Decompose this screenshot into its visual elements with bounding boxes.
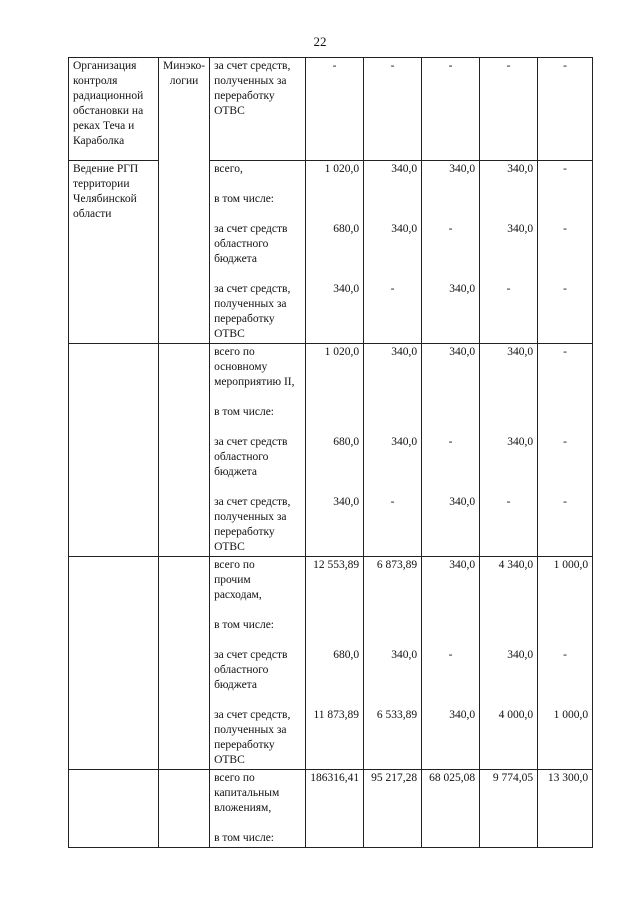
organization-text: реках Теча и: [73, 120, 135, 132]
amount-value: -: [563, 223, 567, 235]
cell-amount: [538, 58, 593, 161]
amount-value: [426, 192, 475, 207]
funding-source-text: ОТВС: [214, 541, 245, 553]
amount-value: 186316,41: [310, 772, 360, 784]
organization-text: области: [73, 208, 112, 220]
cell-amount: [480, 161, 538, 344]
amount-value: [542, 831, 588, 846]
funding-source-text: полученных за: [214, 724, 287, 736]
amount-value: -: [390, 283, 395, 295]
cell-amount: [364, 770, 422, 848]
amount-value: 340,0: [333, 283, 360, 295]
amount-value: [368, 618, 417, 633]
amount-value: [542, 405, 588, 420]
cell-amount: [422, 58, 480, 161]
funding-source-text: ОТВС: [214, 328, 245, 340]
cell-amount: [364, 557, 422, 770]
funding-source-text: всего по: [214, 559, 255, 571]
amount-value: -: [506, 496, 511, 508]
amount-value: 340,0: [333, 496, 360, 508]
amount-value: [310, 831, 359, 846]
funding-source-text: переработку: [214, 739, 275, 751]
amount-value: [310, 618, 359, 633]
funding-source-text: вложениям,: [214, 802, 272, 814]
amount-value: [426, 618, 475, 633]
cell-amount: [422, 770, 480, 848]
funding-source-text: всего по: [214, 346, 255, 358]
amount-value: [542, 618, 588, 633]
amount-value: [484, 192, 533, 207]
cell-amount: [480, 770, 538, 848]
amount-value: -: [563, 163, 567, 175]
cell-executor: [159, 557, 210, 770]
cell-amount: [538, 161, 593, 344]
cell-funding-source: [210, 770, 306, 848]
funding-source-text: расходам,: [214, 589, 262, 601]
budget-table-body: [69, 58, 593, 848]
cell-amount: [422, 344, 480, 557]
amount-value: -: [448, 649, 453, 661]
cell-organization: [69, 344, 159, 557]
funding-source-text: за счет средств,: [214, 709, 291, 721]
amount-value: 4 000,0: [498, 709, 534, 721]
cell-amount: [422, 161, 480, 344]
cell-amount: [364, 58, 422, 161]
amount-value: [426, 831, 475, 846]
cell-amount: [364, 161, 422, 344]
funding-source-text: за счет средств: [214, 649, 288, 661]
amount-value: 340,0: [391, 436, 418, 448]
cell-amount: [538, 770, 593, 848]
cell-organization: [69, 770, 159, 848]
amount-value: 340,0: [449, 496, 476, 508]
amount-value: -: [563, 283, 567, 295]
amount-value: [310, 405, 359, 420]
amount-value: -: [448, 436, 453, 448]
amount-value: 340,0: [449, 346, 476, 358]
executor-text: Минэко-: [163, 60, 206, 72]
amount-value: 680,0: [333, 649, 360, 661]
cell-executor: [159, 58, 210, 161]
funding-source-text: переработку: [214, 526, 275, 538]
page-number: 22: [313, 34, 327, 49]
amount-value: -: [448, 223, 453, 235]
funding-source-text: за счет средств: [214, 223, 288, 235]
organization-text: Ведение РГП: [73, 163, 139, 175]
amount-value: -: [563, 60, 567, 72]
funding-source-text: капитальным: [214, 787, 280, 799]
amount-value: 680,0: [333, 223, 360, 235]
cell-organization: [69, 557, 159, 770]
amount-value: 6 873,89: [376, 559, 418, 571]
amount-value: -: [563, 649, 567, 661]
organization-text: Караболка: [73, 135, 125, 147]
amount-value: 340,0: [507, 163, 534, 175]
cell-amount: [306, 161, 364, 344]
amount-value: 1 000,0: [553, 559, 589, 571]
cell-amount: [422, 557, 480, 770]
funding-source-text: в том числе:: [214, 406, 275, 418]
cell-executor: [159, 770, 210, 848]
amount-value: -: [390, 496, 395, 508]
organization-text: радиационной: [73, 90, 144, 102]
funding-source-text: полученных за: [214, 75, 287, 87]
cell-amount: [480, 344, 538, 557]
amount-value: [426, 405, 475, 420]
amount-value: 680,0: [333, 436, 360, 448]
amount-value: 340,0: [507, 346, 534, 358]
amount-value: [368, 405, 417, 420]
funding-source-text: областного: [214, 238, 269, 250]
funding-source-text: в том числе:: [214, 619, 275, 631]
amount-value: 13 300,0: [547, 772, 589, 784]
amount-value: 340,0: [391, 163, 418, 175]
funding-source-text: за счет средств,: [214, 60, 291, 72]
funding-source-text: бюджета: [214, 466, 257, 478]
funding-source-text: за счет средств,: [214, 496, 291, 508]
amount-value: [484, 405, 533, 420]
amount-value: 340,0: [507, 436, 534, 448]
funding-source-text: переработку: [214, 313, 275, 325]
funding-source-text: ОТВС: [214, 754, 245, 766]
amount-value: 340,0: [449, 709, 476, 721]
amount-value: [542, 192, 588, 207]
executor-text: логии: [169, 75, 199, 87]
funding-source-text: за счет средств,: [214, 283, 291, 295]
amount-value: [484, 618, 533, 633]
table-row: [69, 161, 593, 344]
amount-value: 12 553,89: [313, 559, 360, 571]
amount-value: 340,0: [391, 223, 418, 235]
funding-source-text: областного: [214, 451, 269, 463]
funding-source-text: областного: [214, 664, 269, 676]
amount-value: 1 000,0: [553, 709, 589, 721]
funding-source-text: основному: [214, 361, 268, 373]
funding-source-text: полученных за: [214, 298, 287, 310]
funding-source-text: в том числе:: [214, 193, 275, 205]
funding-source-text: мероприятию II,: [214, 376, 295, 388]
cell-amount: [306, 770, 364, 848]
funding-source-text: переработку: [214, 90, 275, 102]
organization-text: Челябинской: [73, 193, 137, 205]
amount-value: [368, 192, 417, 207]
amount-value: 340,0: [391, 346, 418, 358]
amount-value: 340,0: [449, 163, 476, 175]
amount-value: -: [563, 436, 567, 448]
table-row: [69, 557, 593, 770]
amount-value: -: [332, 60, 337, 72]
amount-value: 1 020,0: [324, 346, 360, 358]
amount-value: [310, 192, 359, 207]
amount-value: -: [448, 60, 453, 72]
cell-funding-source: [210, 161, 306, 344]
funding-source-text: бюджета: [214, 253, 257, 265]
cell-amount: [306, 58, 364, 161]
cell-amount: [306, 344, 364, 557]
organization-text: Организация: [73, 60, 137, 72]
funding-source-text: за счет средств: [214, 436, 288, 448]
amount-value: -: [563, 496, 567, 508]
amount-value: 11 873,89: [313, 709, 360, 721]
funding-source-text: прочим: [214, 574, 251, 586]
organization-text: территории: [73, 178, 130, 190]
amount-value: 68 025,08: [429, 772, 476, 784]
organization-text: обстановки на: [73, 105, 144, 117]
cell-organization: [69, 58, 159, 161]
cell-amount: [480, 58, 538, 161]
cell-executor: [159, 161, 210, 344]
cell-funding-source: [210, 344, 306, 557]
table-row: [69, 344, 593, 557]
amount-value: 9 774,05: [492, 772, 534, 784]
amount-value: 340,0: [391, 649, 418, 661]
cell-funding-source: [210, 58, 306, 161]
amount-value: 340,0: [449, 559, 476, 571]
funding-source-text: полученных за: [214, 511, 287, 523]
table-row: [69, 58, 593, 161]
table-row: [69, 770, 593, 848]
funding-source-text: всего,: [214, 163, 243, 175]
amount-value: -: [506, 60, 511, 72]
amount-value: 340,0: [507, 223, 534, 235]
cell-funding-source: [210, 557, 306, 770]
cell-executor: [159, 344, 210, 557]
amount-value: 340,0: [507, 649, 534, 661]
amount-value: 340,0: [449, 283, 476, 295]
amount-value: 1 020,0: [324, 163, 360, 175]
amount-value: 95 217,28: [371, 772, 418, 784]
cell-amount: [538, 344, 593, 557]
amount-value: [368, 831, 417, 846]
funding-source-text: в том числе:: [214, 832, 275, 844]
amount-value: -: [390, 60, 395, 72]
cell-amount: [538, 557, 593, 770]
funding-source-text: всего по: [214, 772, 255, 784]
amount-value: 6 533,89: [376, 709, 418, 721]
cell-amount: [364, 344, 422, 557]
cell-amount: [480, 557, 538, 770]
cell-organization: [69, 161, 159, 344]
amount-value: -: [563, 346, 567, 358]
amount-value: [484, 831, 533, 846]
amount-value: 4 340,0: [498, 559, 534, 571]
amount-value: -: [506, 283, 511, 295]
organization-text: контроля: [73, 75, 118, 87]
cell-amount: [306, 557, 364, 770]
funding-source-text: бюджета: [214, 679, 257, 691]
budget-table: [68, 57, 593, 848]
funding-source-text: ОТВС: [214, 105, 245, 117]
